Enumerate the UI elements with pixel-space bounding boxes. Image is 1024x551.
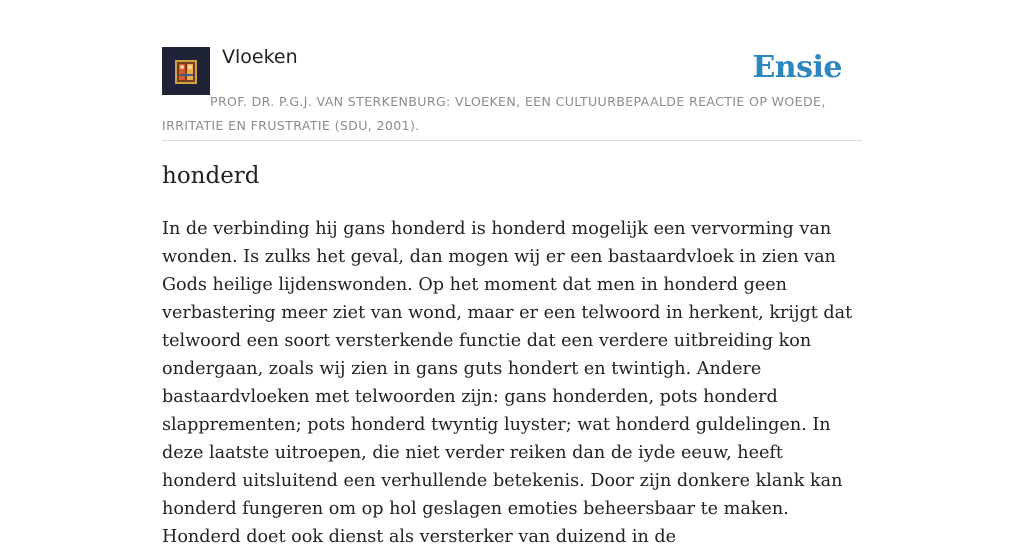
ensie-logo[interactable]: Ensie	[752, 50, 842, 85]
dictionary-source: PROF. DR. P.G.J. VAN STERKENBURG: VLOEKEN, EEN CULTUURBEPAALDE REACTIE OP WOEDE, IRRITATIE EN FRUSTRATIE (SDU, 2001).	[162, 94, 826, 133]
book-cover-icon	[162, 47, 210, 95]
dictionary-name-link[interactable]: Vloeken	[222, 46, 298, 68]
entry-definition: In de verbinding hij gans honderd is honderd mogelijk een vervorming van wonden. Is zulks het geval, dan mogen wij er een bastaardvloek in zien van Gods heilige lijdenswonden. Op het moment dat men in honderd geen verbastering meer ziet van wond, maar er een telwoord in herkent, krijgt dat telwoord een soort versterkende functie dat een verdere uitbreiding kon ondergaan, zoals wij zien in gans guts hondert en twintigh. Andere bastaardvloeken met telwoorden zijn: gans honderden, pots honderd slapprementen; pots honderd twyntig luyster; wat honderd guldelingen. In deze laatste uitroepen, die niet verder reiken dan de iyde eeuw, heeft honderd uitsluitend een verhullende betekenis. Door zijn donkere klank kan honderd fungeren om op hol geslagen emoties beheersbaar te maken. Honderd doet ook dienst als versterker van duizend in de	[162, 219, 853, 547]
dictionary-header	[162, 0, 862, 141]
dictionary-avatar[interactable]	[162, 47, 210, 95]
page-container	[162, 0, 862, 547]
entry-headword: honderd	[162, 163, 260, 189]
